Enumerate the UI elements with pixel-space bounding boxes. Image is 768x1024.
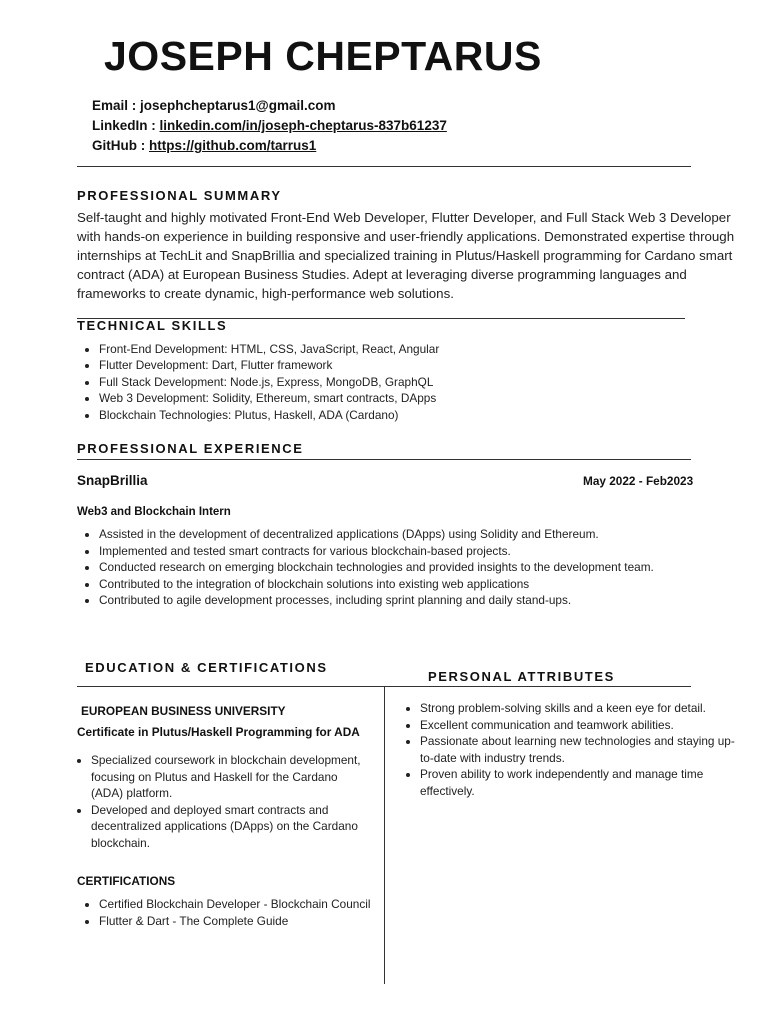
- attribute-item: • Passionate about learning new technologies and staying up-to-date with industry trends.: [420, 733, 748, 766]
- github-line: [92, 136, 316, 156]
- email-link[interactable]: josephcheptarus1@gmail.com: [140, 98, 336, 113]
- institution-name: EUROPEAN BUSINESS UNIVERSITY: [81, 704, 286, 718]
- certificate-title: Certificate in Plutus/Haskell Programming for ADA: [77, 725, 360, 739]
- attribute-item: • Strong problem-solving skills and a keen eye for detail.: [420, 700, 748, 717]
- education-item: • Developed and deployed smart contracts and decentralized applications (DApps) on the Cardano blockchain.: [91, 802, 372, 852]
- certifications-heading: CERTIFICATIONS: [77, 874, 176, 888]
- experience-list: [77, 526, 697, 609]
- github-link[interactable]: https://github.com/tarrus1: [149, 138, 317, 153]
- skills-heading: TECHNICAL SKILLS: [77, 318, 228, 333]
- experience-item: • Conducted research on emerging blockchain technologies and provided insights to the development team.: [99, 559, 697, 576]
- github-label: GitHub :: [92, 138, 149, 153]
- column-divider: [384, 686, 385, 984]
- employment-dates: May 2022 - Feb2023: [583, 474, 694, 488]
- experience-divider: [77, 459, 691, 460]
- summary-heading: PROFESSIONAL SUMMARY: [77, 188, 282, 203]
- linkedin-link[interactable]: linkedin.com/in/joseph-cheptarus-837b61237: [159, 118, 447, 133]
- education-item: • Specialized coursework in blockchain development, focusing on Plutus and Haskell for the Cardano (ADA) platform.: [91, 752, 372, 802]
- skill-item: • Web 3 Development: Solidity, Ethereum, smart contracts, DApps: [99, 390, 677, 406]
- linkedin-label: LinkedIn :: [92, 118, 160, 133]
- certifications-list: [77, 896, 372, 929]
- education-heading: EDUCATION & CERTIFICATIONS: [85, 660, 328, 675]
- attributes-list: [398, 700, 748, 799]
- skill-item: • Flutter Development: Dart, Flutter framework: [99, 357, 677, 373]
- experience-item: • Contributed to agile development processes, including sprint planning and daily stand-ups.: [99, 592, 697, 609]
- attribute-item: • Proven ability to work independently and manage time effectively.: [420, 766, 748, 799]
- linkedin-line: [92, 116, 447, 136]
- email-label: Email :: [92, 98, 141, 113]
- experience-item: • Contributed to the integration of blockchain solutions into existing web applications: [99, 576, 697, 593]
- certification-item: • Certified Blockchain Developer - Blockchain Council: [99, 896, 372, 913]
- skill-item: • Front-End Development: HTML, CSS, JavaScript, React, Angular: [99, 341, 677, 357]
- company-name: SnapBrillia: [77, 473, 148, 488]
- skill-item: • Blockchain Technologies: Plutus, Haskell, ADA (Cardano): [99, 407, 677, 423]
- attributes-heading: PERSONAL ATTRIBUTES: [428, 669, 615, 684]
- certification-item: • Flutter & Dart - The Complete Guide: [99, 913, 372, 930]
- skills-list: [77, 341, 677, 423]
- email-line: [92, 96, 335, 116]
- experience-item: • Assisted in the development of decentralized applications (DApps) using Solidity and Ethereum.: [99, 526, 697, 543]
- skill-item: • Full Stack Development: Node.js, Express, MongoDB, GraphQL: [99, 374, 677, 390]
- job-role: Web3 and Blockchain Intern: [77, 506, 231, 518]
- header-divider: [77, 166, 691, 167]
- experience-heading: PROFESSIONAL EXPERIENCE: [77, 441, 304, 456]
- attribute-item: • Excellent communication and teamwork abilities.: [420, 717, 748, 734]
- education-list: [77, 752, 372, 851]
- experience-item: • Implemented and tested smart contracts for various blockchain-based projects.: [99, 543, 697, 560]
- summary-text: Self-taught and highly motivated Front-End Web Developer, Flutter Developer, and Full Stack Web 3 Developer with hands-on experience in building responsive and user-friendly applications. Demonstrated expertise through internships at TechLit and SnapBrillia and specialized training in Plutus/Haskell programming for Cardano smart contract (ADA) at European Business Studies. Adept at leveraging diverse programming languages and frameworks to create dynamic, high-performance web solutions.: [77, 210, 735, 301]
- candidate-name: JOSEPH CHEPTARUS: [104, 33, 542, 79]
